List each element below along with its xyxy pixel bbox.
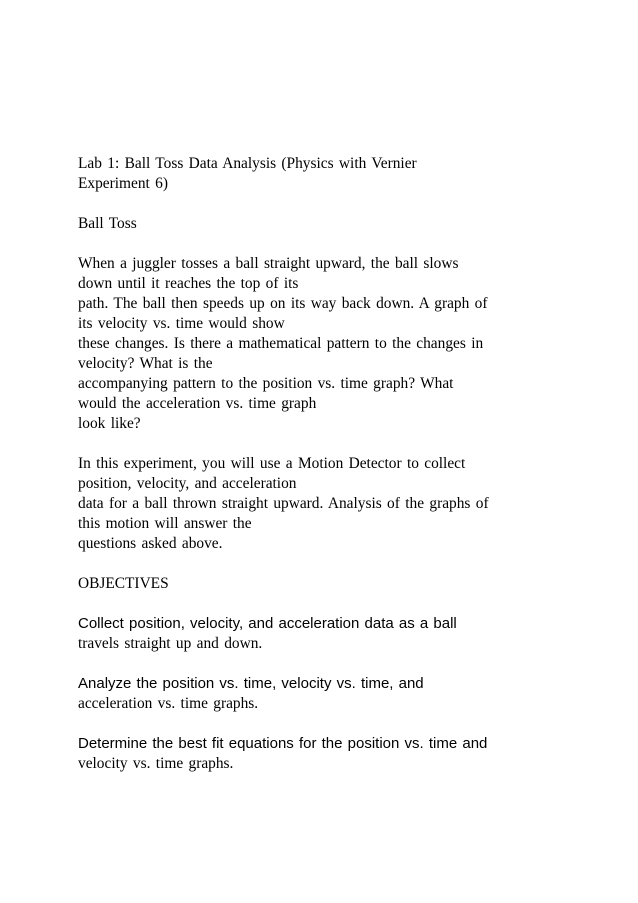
experiment-paragraph	[78, 454, 578, 554]
title-line: Experiment 6)	[78, 175, 168, 192]
document-title	[78, 154, 578, 194]
objective-line	[78, 734, 578, 754]
paragraph-line: When a juggler tosses a ball straight upward, the ball slows	[78, 255, 459, 272]
paragraph-line: position, velocity, and acceleration	[78, 475, 297, 492]
paragraph-line: would the acceleration vs. time graph	[78, 395, 317, 412]
paragraph-line: these changes. Is there a mathematical pattern to the changes in	[78, 335, 484, 352]
paragraph-line: its velocity vs. time would show	[78, 315, 285, 332]
objective-text: Collect position, velocity, and acceleration data as a ball	[78, 615, 457, 632]
paragraph-line: data for a ball thrown straight upward. Analysis of the graphs of	[78, 495, 489, 512]
objective-item	[78, 614, 578, 654]
objective-line	[78, 614, 578, 634]
paragraph-line: questions asked above.	[78, 535, 223, 552]
objective-item	[78, 734, 578, 774]
objective-line: acceleration vs. time graphs.	[78, 695, 259, 712]
paragraph-line: path. The ball then speeds up on its way back down. A graph of	[78, 295, 488, 312]
objective-line: velocity vs. time graphs.	[78, 755, 234, 772]
objective-item	[78, 674, 578, 714]
paragraph-line: this motion will answer the	[78, 515, 252, 532]
objectives-heading-text: OBJECTIVES	[78, 575, 169, 592]
paragraph-line: In this experiment, you will use a Motion Detector to collect	[78, 455, 466, 472]
paragraph-line: accompanying pattern to the position vs. time graph? What	[78, 375, 454, 392]
section-heading-text: Ball Toss	[78, 215, 137, 232]
intro-paragraph	[78, 254, 578, 434]
document-page	[78, 154, 578, 794]
objective-line: travels straight up and down.	[78, 635, 263, 652]
objectives-heading	[78, 574, 578, 594]
paragraph-line: velocity? What is the	[78, 355, 213, 372]
paragraph-line: down until it reaches the top of its	[78, 275, 299, 292]
objective-text: Determine the best fit equations for the position vs. time and	[78, 735, 488, 752]
title-line: Lab 1: Ball Toss Data Analysis (Physics with Vernier	[78, 155, 417, 172]
paragraph-line: look like?	[78, 415, 141, 432]
section-heading	[78, 214, 578, 234]
objective-text: Analyze the position vs. time, velocity vs. time, and	[78, 675, 424, 692]
objective-line	[78, 674, 578, 694]
